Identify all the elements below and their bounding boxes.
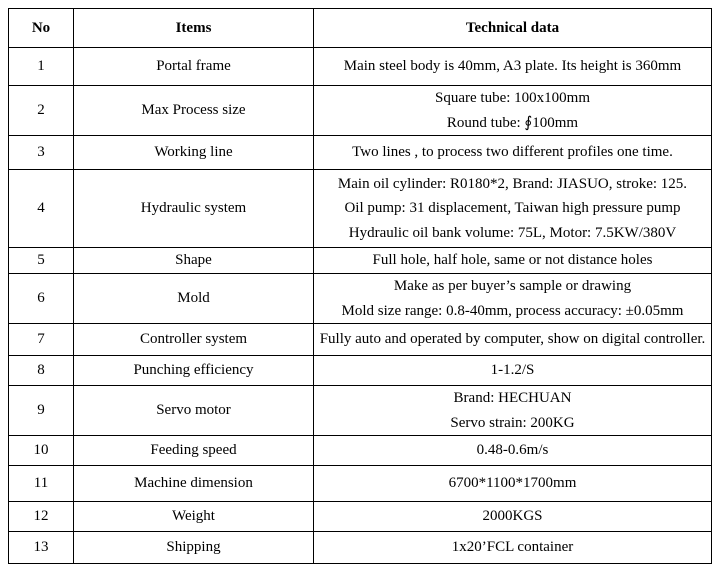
row-technical-data [314, 86, 712, 136]
technical-data-line: Main steel body is 40mm, A3 plate. Its height is 360mm [343, 58, 682, 74]
technical-data-line: Brand: HECHUAN [453, 390, 572, 406]
row-item-name: Machine dimension [74, 466, 314, 502]
technical-data-line: Mold size range: 0.8-40mm, process accuracy: ±0.05mm [341, 302, 684, 319]
row-technical-data [314, 324, 712, 356]
table-row [9, 436, 712, 466]
technical-data-line: Make as per buyer’s sample or drawing [393, 278, 632, 294]
table-row [9, 136, 712, 170]
row-number: 12 [9, 502, 74, 532]
spec-table-container [8, 8, 712, 564]
technical-data-line: Fully auto and operated by computer, show on digital controller. [319, 331, 706, 347]
row-item-name: Hydraulic system [74, 170, 314, 248]
table-row [9, 324, 712, 356]
row-item-name: Working line [74, 136, 314, 170]
row-number: 3 [9, 136, 74, 170]
row-item-name: Feeding speed [74, 436, 314, 466]
header-items: Items [74, 9, 314, 48]
row-technical-data [314, 136, 712, 170]
technical-data-line: Oil pump: 31 displacement, Taiwan high pressure pump [344, 200, 681, 217]
row-technical-data [314, 274, 712, 324]
row-number: 8 [9, 356, 74, 386]
table-row [9, 170, 712, 248]
row-technical-data [314, 48, 712, 86]
table-row [9, 502, 712, 532]
row-technical-data [314, 248, 712, 274]
technical-data-line: 0.48-0.6m/s [476, 442, 549, 458]
row-number: 13 [9, 532, 74, 564]
table-row [9, 466, 712, 502]
technical-data-line: 6700*1100*1700mm [448, 475, 577, 491]
row-technical-data [314, 532, 712, 564]
row-number: 2 [9, 86, 74, 136]
row-number: 10 [9, 436, 74, 466]
technical-data-line: Round tube: ∮100mm [446, 114, 579, 131]
technical-data-line: Two lines , to process two different profiles one time. [352, 144, 673, 160]
row-number: 4 [9, 170, 74, 248]
row-technical-data [314, 502, 712, 532]
row-number: 6 [9, 274, 74, 324]
row-number: 1 [9, 48, 74, 86]
technical-data-line: Square tube: 100x100mm [435, 90, 590, 106]
row-item-name: Punching efficiency [74, 356, 314, 386]
table-row [9, 48, 712, 86]
row-technical-data [314, 436, 712, 466]
row-item-name: Mold [74, 274, 314, 324]
row-technical-data [314, 386, 712, 436]
table-row [9, 356, 712, 386]
row-item-name: Shape [74, 248, 314, 274]
technical-data-line: 1-1.2/S [490, 362, 535, 378]
row-technical-data [314, 170, 712, 248]
technical-spec-table [8, 8, 712, 564]
table-body [9, 48, 712, 564]
row-item-name: Weight [74, 502, 314, 532]
table-row [9, 532, 712, 564]
row-number: 5 [9, 248, 74, 274]
technical-data-line: Full hole, half hole, same or not distance holes [372, 252, 653, 268]
technical-data-line: 1x20’FCL container [451, 539, 574, 555]
row-item-name: Portal frame [74, 48, 314, 86]
row-item-name: Shipping [74, 532, 314, 564]
table-row [9, 248, 712, 274]
row-item-name: Max Process size [74, 86, 314, 136]
table-row [9, 86, 712, 136]
row-number: 7 [9, 324, 74, 356]
row-number: 9 [9, 386, 74, 436]
technical-data-line: Main oil cylinder: R0180*2, Brand: JIASUO, stroke: 125. [337, 175, 688, 192]
table-header-row [9, 9, 712, 48]
row-item-name: Controller system [74, 324, 314, 356]
row-technical-data [314, 466, 712, 502]
technical-data-line: Servo strain: 200KG [450, 414, 575, 431]
table-row [9, 274, 712, 324]
technical-data-line: Hydraulic oil bank volume: 75L, Motor: 7.5KW/380V [348, 224, 677, 241]
technical-data-line: 2000KGS [482, 508, 543, 524]
table-row [9, 386, 712, 436]
header-technical-data: Technical data [314, 9, 712, 48]
row-technical-data [314, 356, 712, 386]
header-no: No [9, 9, 74, 48]
row-number: 11 [9, 466, 74, 502]
row-item-name: Servo motor [74, 386, 314, 436]
